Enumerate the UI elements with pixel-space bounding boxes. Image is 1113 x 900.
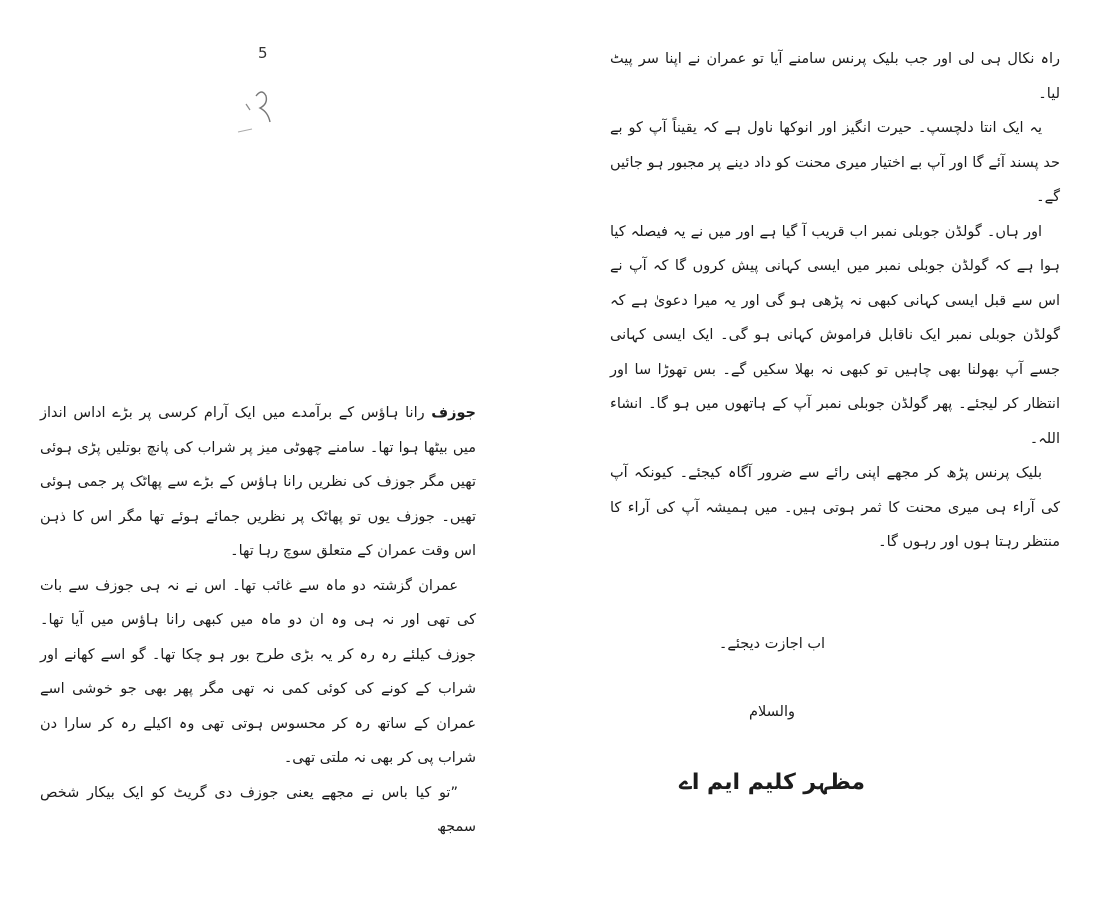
paragraph	[40, 396, 476, 569]
salutation: والسلام	[748, 704, 795, 720]
left-body-text	[40, 396, 476, 845]
handwritten-mark	[232, 66, 292, 136]
paragraph: بلیک پرنس پڑھ کر مجھے اپنی رائے سے ضرور آگاہ کیجئے۔ کیونکہ آپ کی آراء ہی میری محنت کا ثمر ہوتی ہیں۔ میں ہمیشہ آپ کی آراء کا منتظر رہتا ہوں اور رہوں گا۔	[610, 465, 1060, 550]
paragraph: یہ ایک انتا دلچسپ۔ حیرت انگیز اور انوکھا ناول ہے کہ یقیناً آپ کو بے حد پسند آئے گا اور آپ بے اختیار میری محنت کو داد دینے پر مجبور ہو جائیں گے۔	[610, 120, 1060, 205]
paragraph: ”تو کیا باس نے مجھے یعنی جوزف دی گریٹ کو ایک بیکار شخص سمجھ	[40, 784, 476, 835]
closing-permission: اب اجازت دیجئے۔	[718, 636, 826, 652]
paragraph-text: رانا ہاؤس کے برآمدے میں ایک آرام کرسی پر بڑے اداس انداز میں بیٹھا ہوا تھا۔ سامنے چھوٹی میز پر شراب کی پانچ بوتلیں پڑی ہوئی تھیں مگر جوزف کی نظریں رانا ہاؤس کے بڑے سے پھاٹک پر جمی ہوئی تھیں۔ جوزف یوں تو پھاٹک پر نظریں جمائے ہوئے تھا مگر اس کا ذہن اس وقت عمران کے متعلق سوچ رہا تھا۔	[40, 405, 476, 559]
paragraph: اور ہاں۔ گولڈن جوبلی نمبر اب قریب آ گیا ہے اور میں نے یہ فیصلہ کیا ہوا ہے کہ گولڈن جوبلی نمبر میں ایسی کہانی پیش کروں گا کہ آپ نے اس سے قبل ایسی کہانی کبھی نہ پڑھی ہو گی اور یہ میرا دعویٰ ہے کہ گولڈن جوبلی نمبر ایک ناقابل فراموش کہانی ہو گی۔ ایک ایسی کہانی جسے آپ بھولنا بھی چاہیں تو کبھی نہ بھلا سکیں گے۔ بس تھوڑا سا اور انتظار کر لیجئے۔ پھر گولڈن جوبلی نمبر آپ کے ہاتھوں میں ہو گا۔ انشاء اللہ۔	[610, 223, 1060, 447]
name-lead: جوزف	[431, 405, 476, 421]
paragraph: عمران گزشتہ دو ماہ سے غائب تھا۔ اس نے نہ ہی جوزف سے بات کی تھی اور نہ ہی وہ ان دو ماہ میں کبھی رانا ہاؤس میں آیا تھا۔ جوزف کیلئے رہ رہ کر یہ بڑی طرح بور ہو چکا تھا۔ گو اسے کھانے اور شراب کے کونے کی کوئی کمی نہ تھی مگر پھر بھی جو خوشی اسے عمران کے ساتھ رہ کر محسوس ہوتی تھی وہ اکیلے رہ کر سارا دن شراب پی کر بھی نہ ملتی تھی۔	[40, 577, 476, 766]
left-page	[0, 0, 556, 900]
author-signature: مظہر کلیم ایم اے	[678, 770, 866, 795]
page-number: 5	[258, 44, 268, 62]
paragraph: راہ نکال ہی لی اور جب بلیک پرنس سامنے آیا تو عمران نے اپنا سر پیٹ لیا۔	[610, 51, 1060, 102]
right-page	[556, 0, 1113, 900]
right-body-text	[610, 42, 1060, 560]
